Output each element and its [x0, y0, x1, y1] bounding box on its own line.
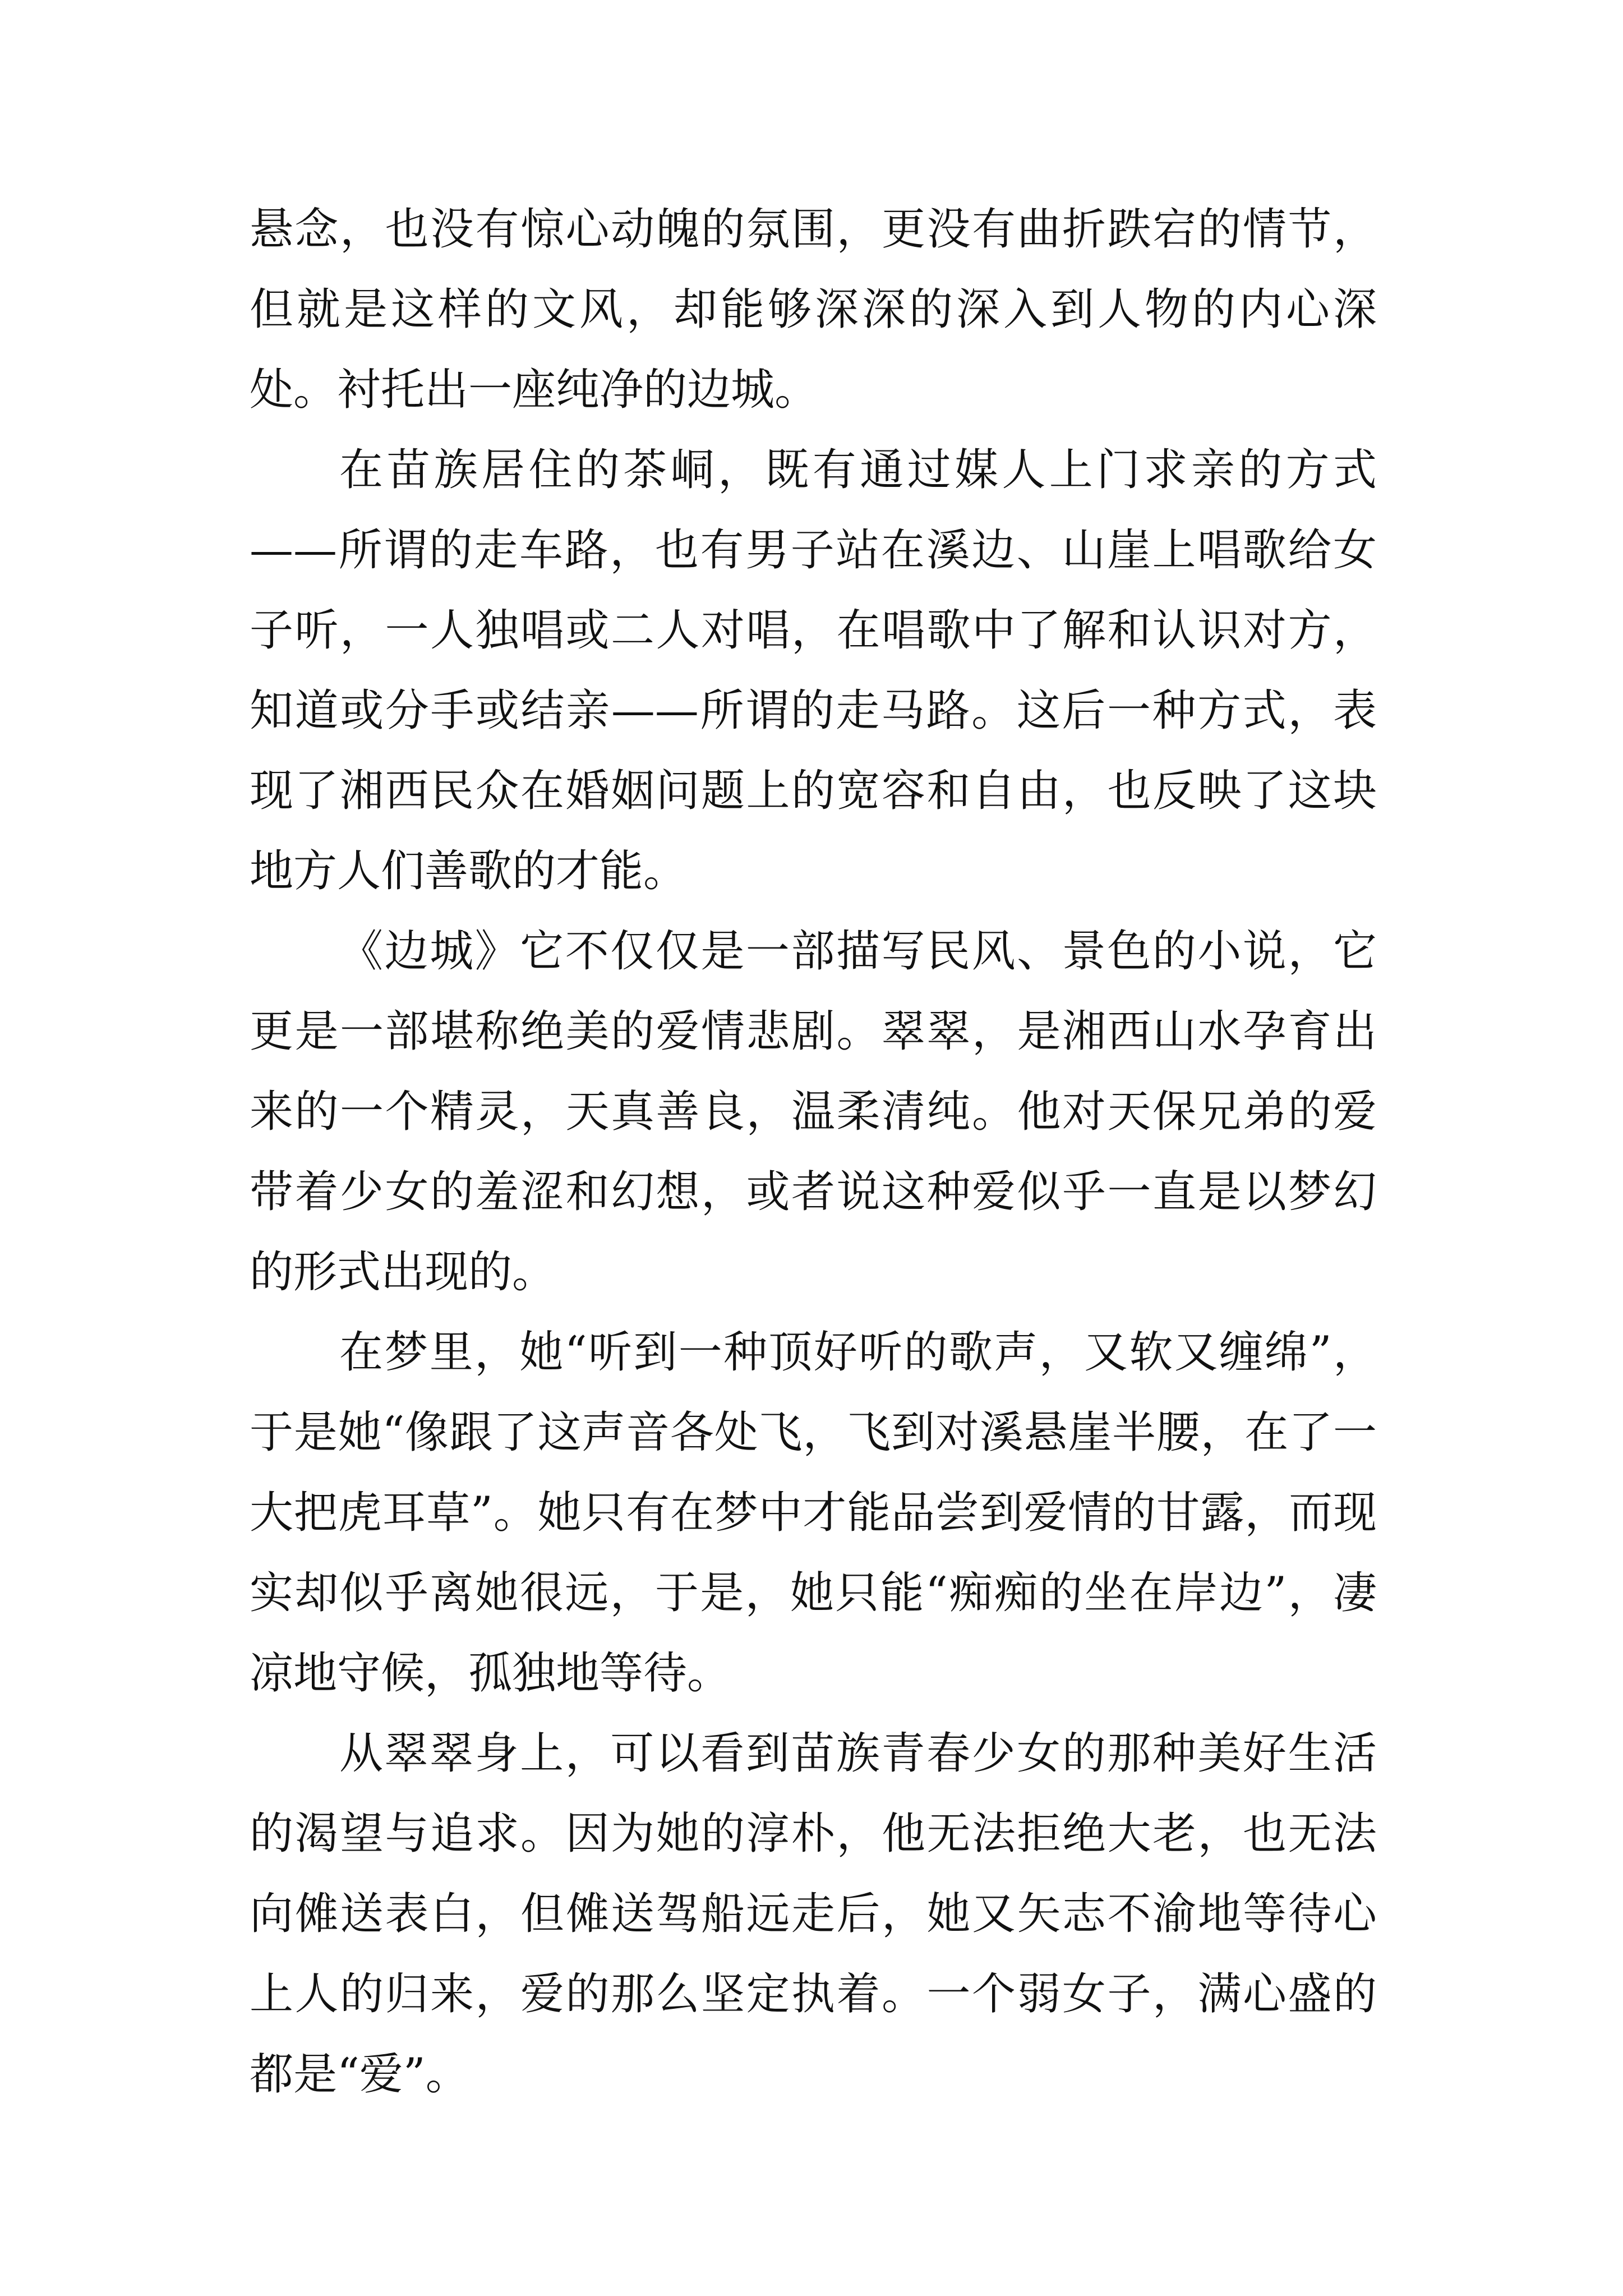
paragraph-2: 在苗族居住的茶峒，既有通过媒人上门求亲的方式——所谓的走车路，也有男子站在溪边、山崖上唱歌给女子听，一人独唱或二人对唱，在唱歌中了解和认识对方，知道或分手或结亲——所谓的走马路。这后一种方式，表现了湘西民众在婚姻问题上的宽容和自由，也反映了这块地方人们善歌的才能。 [250, 445, 1377, 896]
paragraph-3: 《边城》它不仅仅是一部描写民风、景色的小说，它更是一部堪称绝美的爱情悲剧。翠翠，是湘西山水孕育出来的一个精灵，天真善良，温柔清纯。他对天保兄弟的爱带着少女的羞涩和幻想，或者说这种爱似乎一直是以梦幻的形式出现的。 [250, 926, 1377, 1297]
paragraph-4: 在梦里，她“听到一种顶好听的歌声，又软又缠绵”，于是她“像跟了这声音各处飞，飞到对溪悬崖半腰，在了一大把虎耳草”。她只有在梦中才能品尝到爱情的甘露，而现实却似乎离她很远，于是，她只能“痴痴的坐在岸边”，凄凉地守候，孤独地等待。 [250, 1327, 1377, 1699]
document-body [250, 190, 1377, 2115]
paragraph-1: 悬念，也没有惊心动魄的氛围，更没有曲折跌宕的情节，但就是这样的文风，却能够深深的深入到人物的内心深处。衬托出一座纯净的边城。 [250, 204, 1377, 415]
paragraph-5: 从翠翠身上，可以看到苗族青春少女的那种美好生活的渴望与追求。因为她的淳朴，他无法拒绝大老，也无法向傩送表白，但傩送驾船远走后，她又矢志不渝地等待心上人的归来，爱的那么坚定执着。一个弱女子，满心盛的都是“爱”。 [250, 1728, 1377, 2100]
